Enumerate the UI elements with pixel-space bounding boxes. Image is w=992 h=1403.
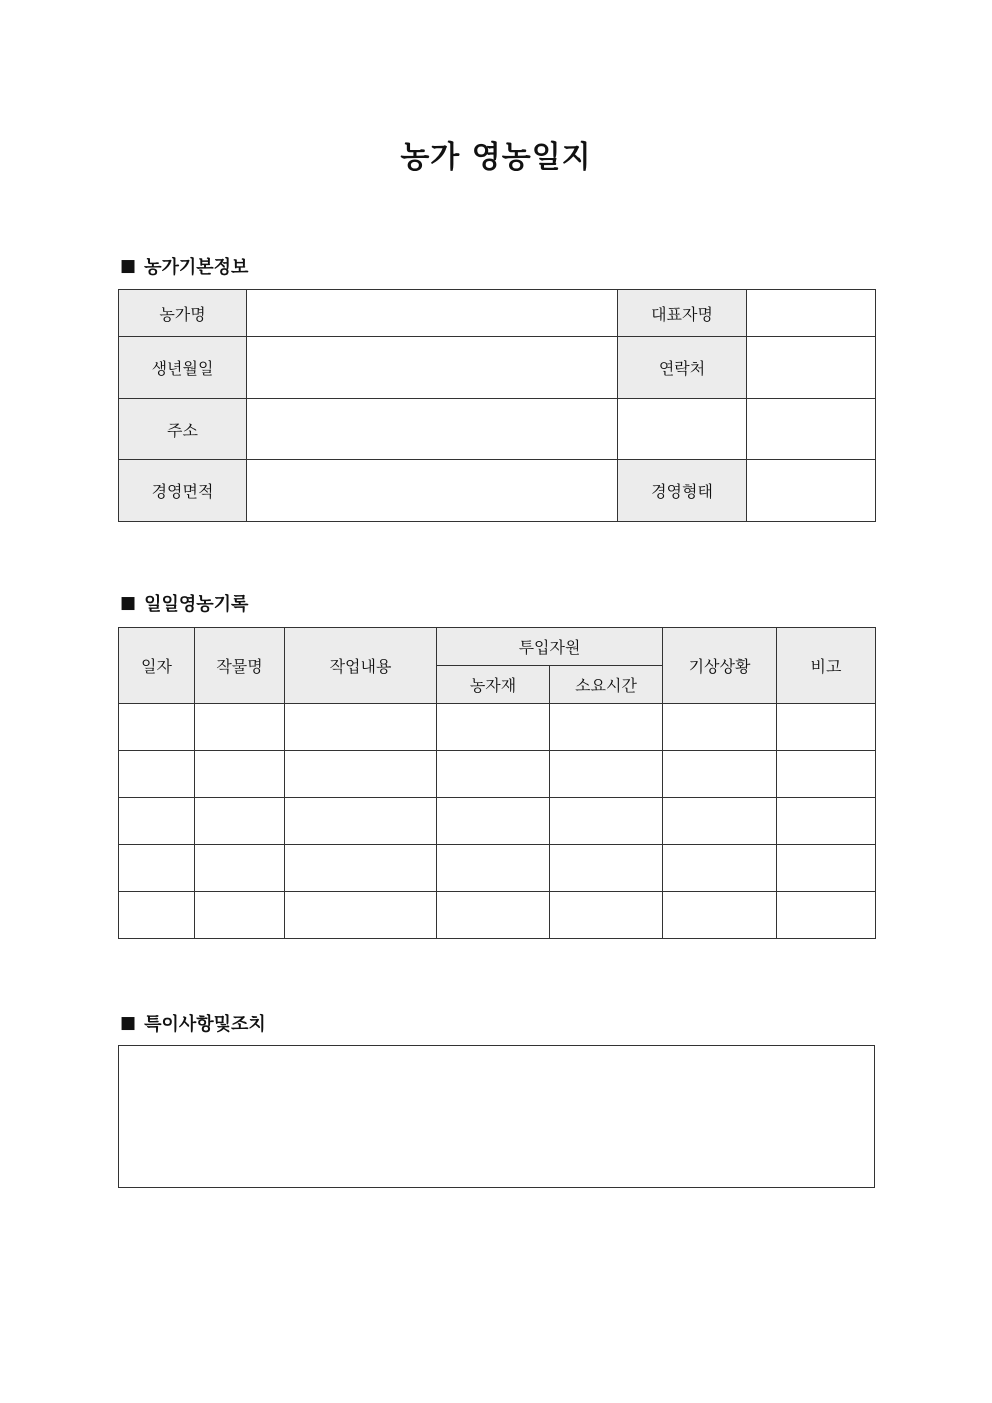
cell[interactable] — [285, 845, 437, 892]
cell[interactable] — [285, 704, 437, 751]
header-remarks: 비고 — [777, 628, 876, 704]
cell[interactable] — [550, 798, 663, 845]
birthdate-label: 생년월일 — [119, 337, 247, 399]
address-label: 주소 — [119, 399, 247, 460]
cell[interactable] — [119, 798, 195, 845]
address-field[interactable] — [247, 399, 618, 460]
section-heading-notes — [120, 1010, 266, 1036]
cell[interactable] — [663, 845, 777, 892]
cell[interactable] — [663, 704, 777, 751]
square-bullet-icon: ■ — [120, 256, 137, 276]
cell[interactable] — [663, 892, 777, 939]
cell[interactable] — [663, 798, 777, 845]
cell[interactable] — [119, 845, 195, 892]
header-crop: 작물명 — [195, 628, 285, 704]
header-weather: 기상상황 — [663, 628, 777, 704]
square-bullet-icon: ■ — [120, 593, 137, 613]
farm-name-field[interactable] — [247, 290, 618, 337]
cell[interactable] — [777, 845, 876, 892]
cell[interactable] — [195, 845, 285, 892]
area-field[interactable] — [247, 460, 618, 522]
notes-field[interactable] — [118, 1045, 875, 1188]
address-extra-field-2[interactable] — [747, 399, 876, 460]
cell[interactable] — [119, 704, 195, 751]
cell[interactable] — [195, 751, 285, 798]
representative-label: 대표자명 — [618, 290, 747, 337]
section-title: 농가기본정보 — [144, 257, 249, 278]
cell[interactable] — [550, 845, 663, 892]
cell[interactable] — [195, 798, 285, 845]
page-title: 농가 영농일지 — [400, 140, 592, 175]
birthdate-field[interactable] — [247, 337, 618, 399]
cell[interactable] — [777, 798, 876, 845]
management-type-field[interactable] — [747, 460, 876, 522]
table-row — [119, 845, 876, 892]
cell[interactable] — [437, 751, 550, 798]
cell[interactable] — [777, 751, 876, 798]
section-title: 일일영농기록 — [144, 594, 249, 615]
square-bullet-icon: ■ — [120, 1013, 137, 1033]
address-extra-field[interactable] — [618, 399, 747, 460]
daily-record-table — [118, 627, 876, 939]
management-type-label: 경영형태 — [618, 460, 747, 522]
header-work: 작업내용 — [285, 628, 437, 704]
header-date: 일자 — [119, 628, 195, 704]
cell[interactable] — [663, 751, 777, 798]
cell[interactable] — [437, 892, 550, 939]
header-materials: 농자재 — [437, 666, 550, 704]
cell[interactable] — [285, 892, 437, 939]
cell[interactable] — [119, 892, 195, 939]
cell[interactable] — [437, 845, 550, 892]
cell[interactable] — [119, 751, 195, 798]
section-heading-basic-info — [120, 253, 248, 279]
table-row — [119, 751, 876, 798]
cell[interactable] — [550, 892, 663, 939]
cell[interactable] — [195, 892, 285, 939]
contact-field[interactable] — [747, 337, 876, 399]
table-row — [119, 798, 876, 845]
cell[interactable] — [437, 704, 550, 751]
cell[interactable] — [285, 798, 437, 845]
basic-info-table — [118, 289, 876, 522]
cell[interactable] — [777, 892, 876, 939]
area-label: 경영면적 — [119, 460, 247, 522]
header-hours: 소요시간 — [550, 666, 663, 704]
cell[interactable] — [550, 751, 663, 798]
cell[interactable] — [550, 704, 663, 751]
cell[interactable] — [437, 798, 550, 845]
representative-field[interactable] — [747, 290, 876, 337]
table-row — [119, 892, 876, 939]
contact-label: 연락처 — [618, 337, 747, 399]
section-heading-daily-record — [120, 590, 248, 616]
cell[interactable] — [195, 704, 285, 751]
farm-name-label: 농가명 — [119, 290, 247, 337]
section-title: 특이사항및조치 — [144, 1014, 266, 1035]
table-row — [119, 704, 876, 751]
header-resources: 투입자원 — [437, 628, 663, 666]
cell[interactable] — [777, 704, 876, 751]
cell[interactable] — [285, 751, 437, 798]
